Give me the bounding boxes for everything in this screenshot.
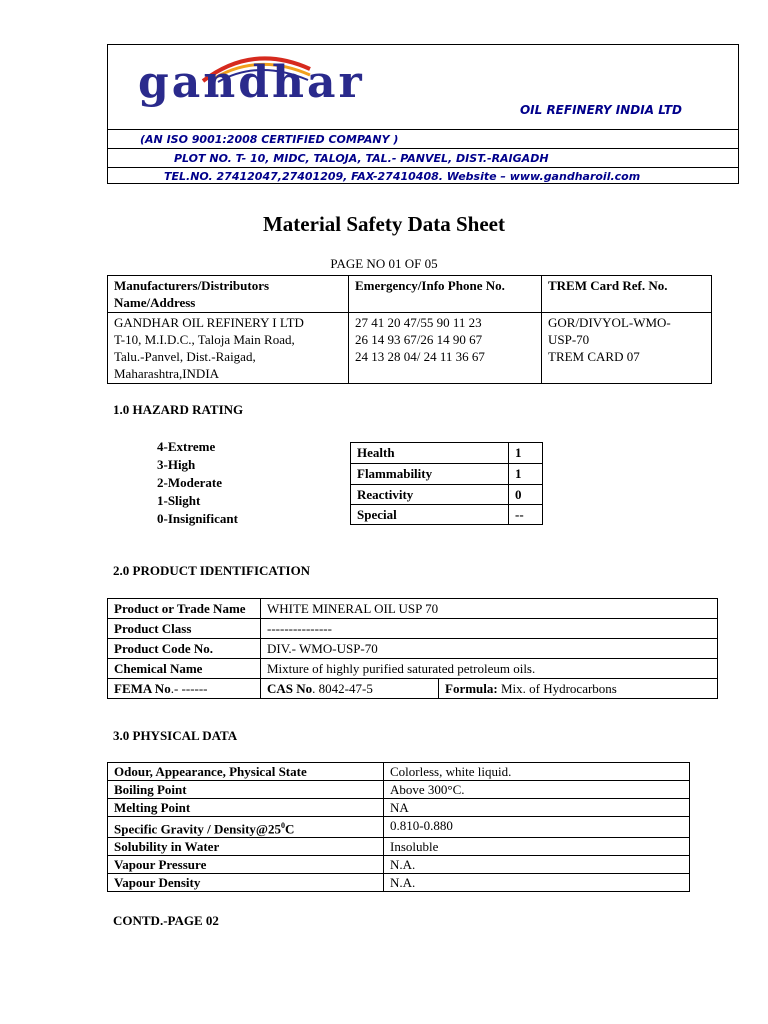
address-line: Talu.-Panvel, Dist.-Raigad, [114,349,256,364]
hazard-heading: 1.0 HAZARD RATING [113,402,244,417]
trem-cell [542,313,712,384]
table-row [108,856,690,874]
rating-label: Flammability [351,464,509,485]
company-contact: TEL.NO. 27412047,27401209, FAX-27410408. Website – www.gandharoil.com [164,170,641,183]
property-value: N.A. [384,874,690,892]
iso-statement: (AN ISO 9001:2008 CERTIFIED COMPANY ) [140,133,399,146]
letterhead [107,44,739,184]
trade-name-label: Product or Trade Name [108,599,261,619]
company-address: PLOT NO. T- 10, MIDC, TALOJA, TAL.- PANVEL, DIST.-RAIGADH [174,152,549,165]
product-class-value: --------------- [261,619,718,639]
legend-item: 1-Slight [157,493,201,508]
product-class-label: Product Class [108,619,261,639]
property-value: N.A. [384,856,690,874]
iso-row [108,129,738,148]
chemical-name-value: Mixture of highly purified saturated petroleum oils. [261,659,718,679]
table-row [108,679,718,699]
rating-value: 0 [509,485,543,505]
property-label: Boiling Point [108,781,384,799]
table-row [108,599,718,619]
property-label: Vapour Density [108,874,384,892]
property-label: Melting Point [108,799,384,817]
rating-label: Health [351,443,509,464]
property-value: 0.810-0.880 [384,817,690,838]
product-table [107,598,718,699]
formula-cell [439,679,718,699]
legend-item: 4-Extreme [157,439,216,454]
product-code-value: DIV.- WMO-USP-70 [261,639,718,659]
table-row [108,313,712,384]
property-label [108,817,384,838]
rating-value: 1 [509,464,543,485]
table-row [108,619,718,639]
formula-value: Mix. of Hydrocarbons [497,681,617,696]
address-line: T-10, M.I.D.C., Taloja Main Road, [114,332,295,347]
phone-line: 24 13 28 04/ 24 11 36 67 [355,349,485,364]
physical-data-table [107,762,690,892]
cas-value: . 8042-47-5 [312,681,373,696]
density-unit: C [285,821,295,837]
rating-value: 1 [509,443,543,464]
phone-cell [349,313,542,384]
company-name: OIL REFINERY INDIA LTD [519,103,682,117]
address-row [108,148,738,167]
legend-item: 3-High [157,457,196,472]
density-label-text: Specific Gravity / Density@25 [114,821,281,837]
table-row [108,817,690,838]
property-value: NA [384,799,690,817]
contact-row [108,167,738,185]
col-header-manufacturer: Manufacturers/Distributors Name/Address [108,276,349,313]
table-row [108,874,690,892]
table-row [108,781,690,799]
trem-line: USP-70 [548,332,590,347]
table-header-row [108,276,712,313]
chemical-name-label: Chemical Name [108,659,261,679]
table-row [108,763,690,781]
trade-name-value: WHITE MINERAL OIL USP 70 [261,599,718,619]
address-line: GANDHAR OIL REFINERY I LTD [114,315,304,330]
manufacturer-table [107,275,712,384]
document-title: Material Safety Data Sheet [262,212,505,236]
physical-heading: 3.0 PHYSICAL DATA [113,728,238,743]
col-header-phone: Emergency/Info Phone No. [349,276,542,313]
table-row [351,505,543,525]
continuation-note: CONTD.-PAGE 02 [113,913,219,928]
page-number: PAGE NO 01 OF 05 [330,256,438,271]
cas-cell [261,679,439,699]
phone-line: 27 41 20 47/55 90 11 23 [355,315,482,330]
manufacturer-address-cell [108,313,349,384]
property-value: Insoluble [384,838,690,856]
logo-text: gandhar [138,57,365,108]
fema-cell [108,679,261,699]
trem-line: TREM CARD 07 [548,349,640,364]
property-label: Odour, Appearance, Physical State [108,763,384,781]
table-row [351,464,543,485]
property-value: Colorless, white liquid. [384,763,690,781]
rating-label: Special [351,505,509,525]
table-row [108,639,718,659]
address-line: Maharashtra,INDIA [114,366,220,381]
product-heading: 2.0 PRODUCT IDENTIFICATION [113,563,311,578]
legend-item: 2-Moderate [157,475,222,490]
phone-line: 26 14 93 67/26 14 90 67 [355,332,483,347]
property-value: Above 300°C. [384,781,690,799]
formula-label: Formula: [445,681,498,696]
density-degree: 0 [281,821,285,830]
rating-label: Reactivity [351,485,509,505]
hazard-rating-table [350,442,543,525]
legend-item: 0-Insignificant [157,511,238,526]
col-header-trem: TREM Card Ref. No. [542,276,712,313]
table-row [108,838,690,856]
property-label: Vapour Pressure [108,856,384,874]
product-code-label: Product Code No. [108,639,261,659]
trem-line: GOR/DIVYOL-WMO- [548,315,671,330]
hazard-legend [157,438,238,528]
fema-label: FEMA No [114,681,171,696]
table-row [108,799,690,817]
rating-value: -- [509,505,543,525]
table-row [351,443,543,464]
property-label: Solubility in Water [108,838,384,856]
table-row [108,659,718,679]
fema-value: .- ------ [170,681,208,696]
table-row [351,485,543,505]
cas-label: CAS No [267,681,313,696]
